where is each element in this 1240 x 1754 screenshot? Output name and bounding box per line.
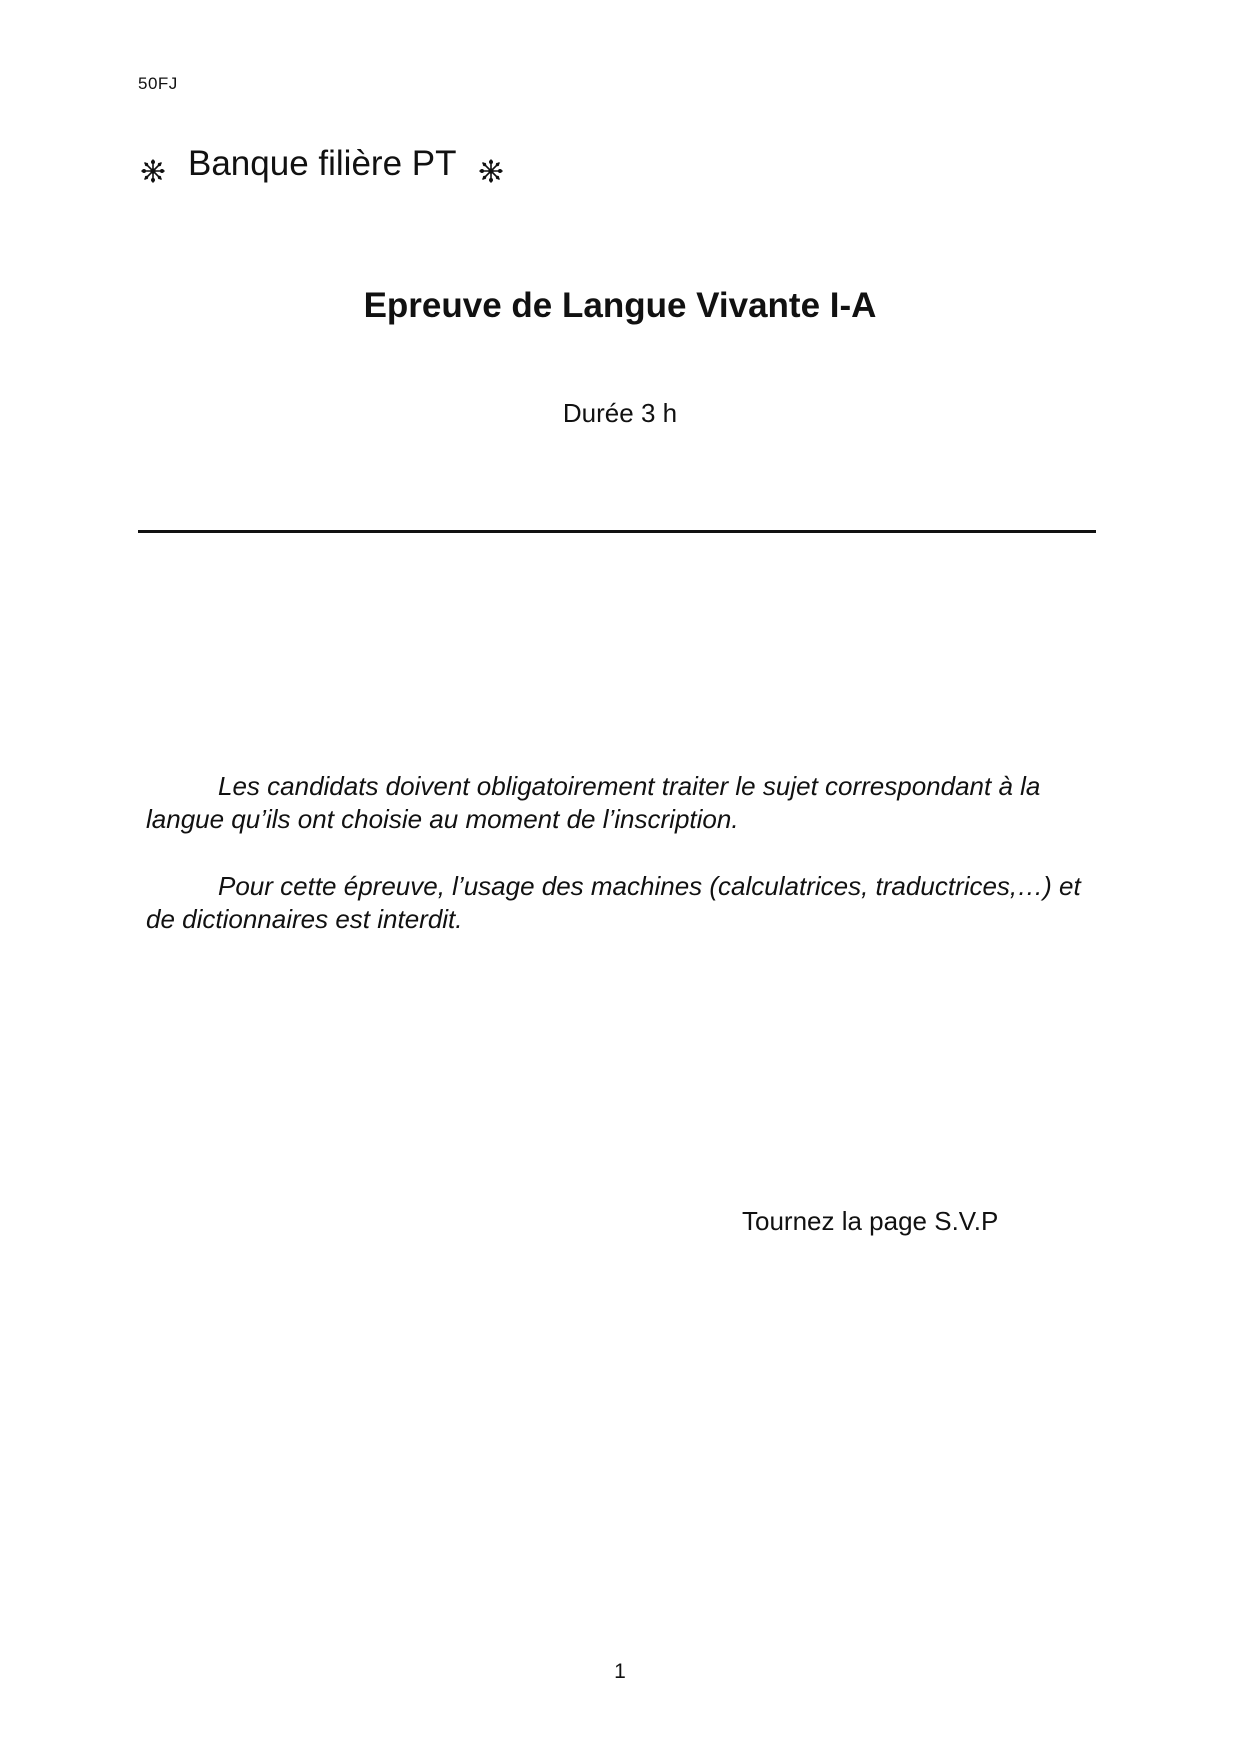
exam-duration: Durée 3 h	[562, 398, 678, 428]
turn-page-note: Tournez la page S.V.P	[742, 1206, 999, 1236]
page-number: 1	[614, 1660, 626, 1683]
banner	[140, 142, 504, 186]
flower-ornament-icon	[478, 151, 504, 177]
banner-text: Banque filière PT	[188, 144, 457, 183]
document-code: 50FJ	[138, 74, 178, 93]
instructions	[146, 770, 1106, 970]
horizontal-divider	[138, 530, 1096, 533]
exam-title: Epreuve de Langue Vivante I-A	[363, 286, 877, 325]
flower-ornament-icon	[140, 151, 166, 177]
instruction-paragraph: Pour cette épreuve, l’usage des machines (calculatrices, traductrices,…) et de dictionnaires est interdit.	[146, 871, 1081, 934]
instruction-paragraph: Les candidats doivent obligatoirement traiter le sujet correspondant à la langue qu’ils ont choisie au moment de l’inscription.	[146, 771, 1041, 834]
